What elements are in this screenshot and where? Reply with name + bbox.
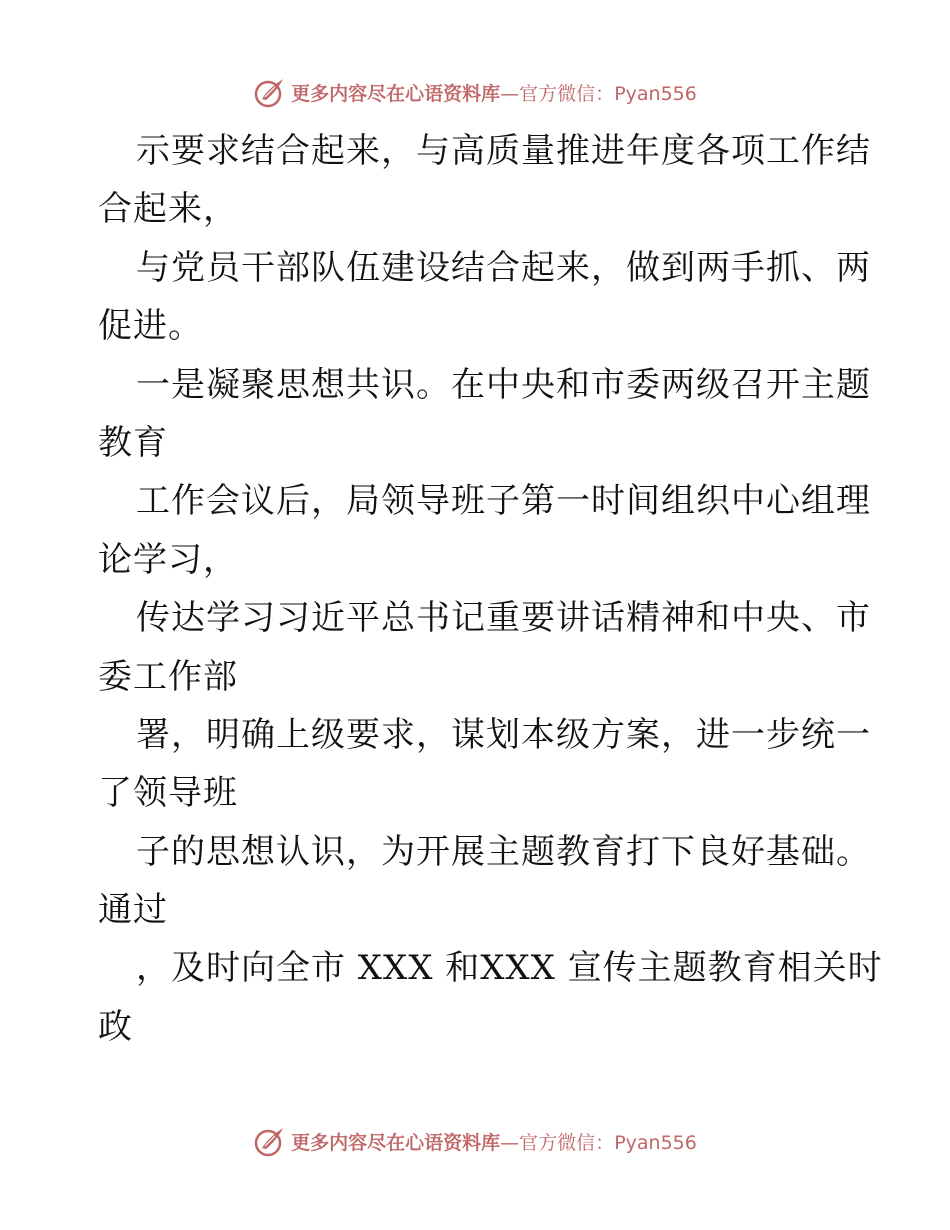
text-line: 促进。 (98, 306, 203, 347)
text-line: 署，明确上级要求，谋划本级方案，进一步统一 (136, 714, 871, 755)
text-line: 论学习， (98, 539, 238, 580)
quill-logo-icon (253, 75, 287, 109)
text-line: 传达学习习近平总书记重要讲话精神和中央、市 (136, 598, 871, 639)
text-line: 了领导班 (98, 773, 238, 814)
text-line: 政 (98, 1006, 133, 1047)
document-body (98, 122, 883, 1056)
text-line: 工作会议后，局领导班子第一时间组织中心组理 (136, 481, 871, 522)
text-line: 子的思想认识，为开展主题教育打下良好基础。 (136, 831, 871, 872)
banner-wechat-label: 官方微信： (519, 82, 615, 105)
banner-separator: — (500, 1131, 520, 1154)
footer-banner (0, 1121, 950, 1161)
banner-separator: — (500, 82, 520, 105)
header-banner (0, 72, 950, 112)
banner-text (291, 79, 697, 106)
text-line: 教育 (98, 422, 168, 463)
banner-site: 更多内容尽在心语资料库 (291, 1131, 501, 1154)
text-line: 委工作部 (98, 656, 238, 697)
text-line: ，及时向全市 XXX 和XXX 宣传主题教育相关时 (136, 948, 883, 989)
text-line: 通过 (98, 890, 168, 931)
banner-text (291, 1128, 697, 1155)
banner-account: Pyan556 (614, 1131, 697, 1154)
text-line: 与党员干部队伍建设结合起来，做到两手抓、两 (136, 247, 871, 288)
text-line: 合起来， (98, 189, 238, 230)
banner-account: Pyan556 (614, 82, 697, 105)
text-line: 示要求结合起来，与高质量推进年度各项工作结 (136, 131, 871, 171)
text-line: 一是凝聚思想共识。在中央和市委两级召开主题 (136, 364, 871, 405)
banner-site: 更多内容尽在心语资料库 (291, 82, 501, 105)
quill-logo-icon (253, 1124, 287, 1158)
banner-wechat-label: 官方微信： (519, 1131, 615, 1154)
